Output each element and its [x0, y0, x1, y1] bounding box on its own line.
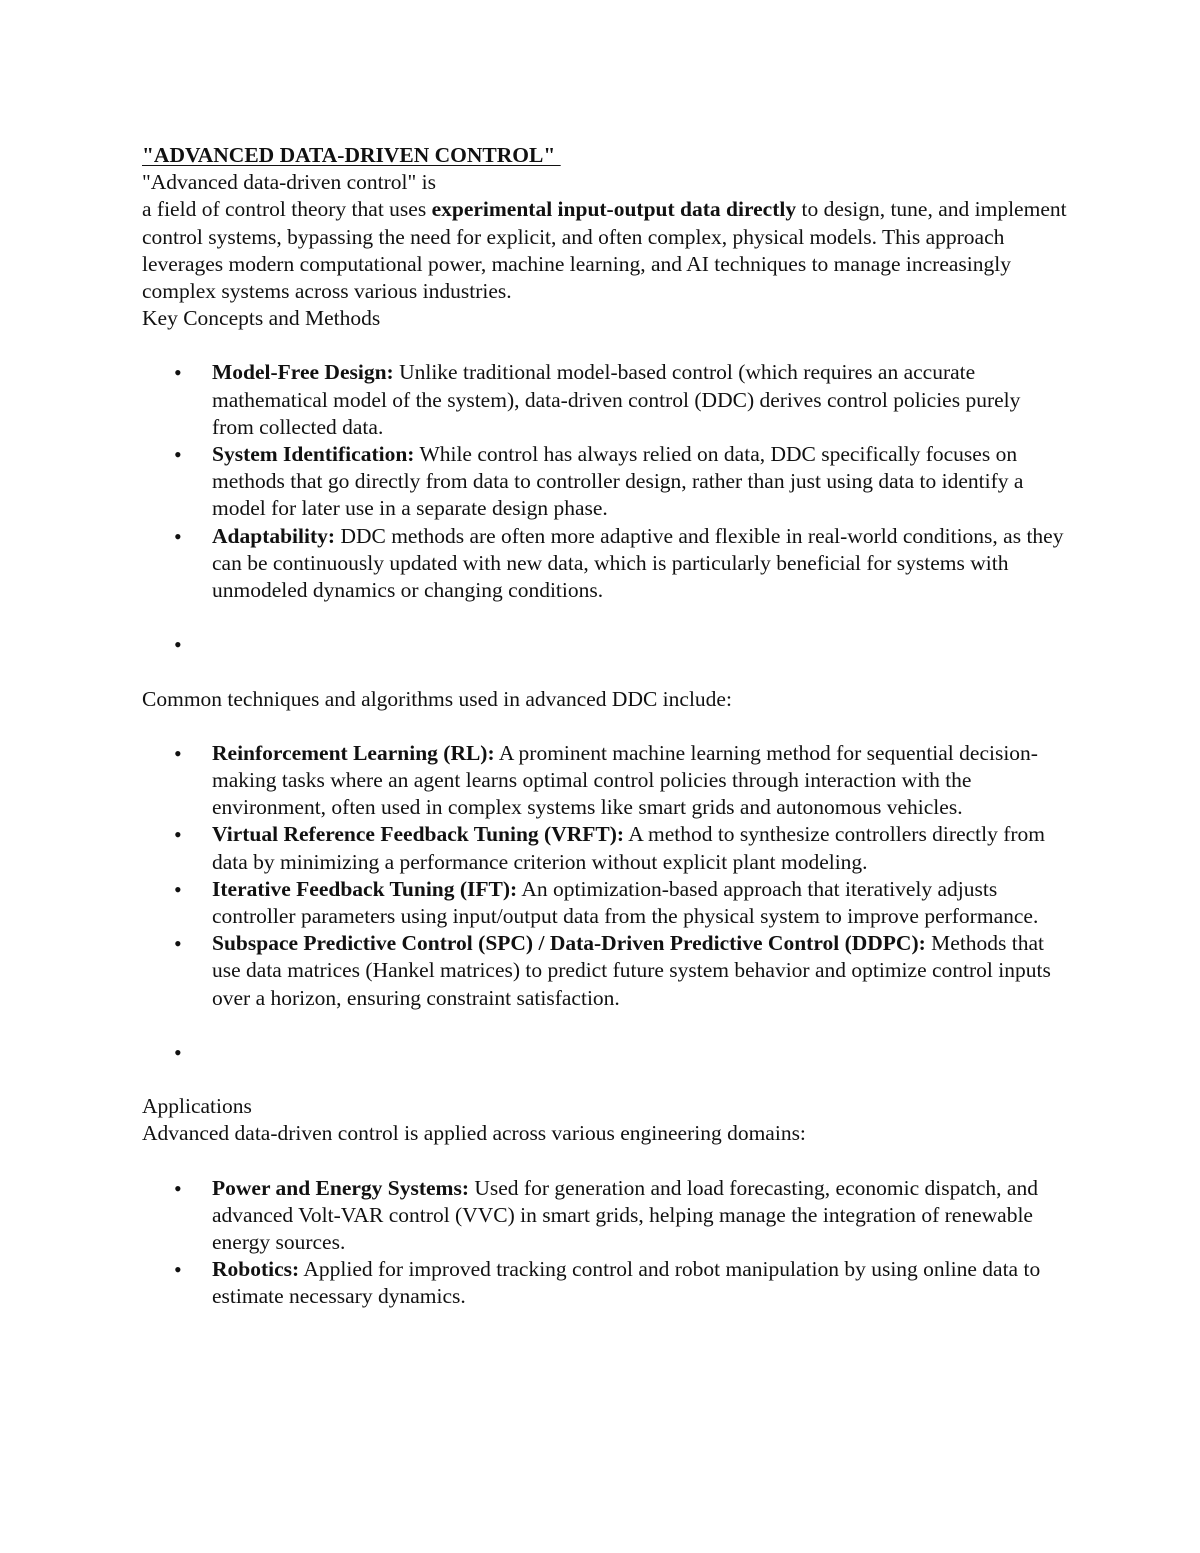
list-item — [212, 876, 1067, 930]
spacer — [142, 658, 1067, 685]
list-item — [212, 821, 1067, 875]
applications-list — [142, 1175, 1067, 1311]
list-item-term: Adaptability: — [212, 523, 336, 548]
list-item-text: Unlike traditional model-based control (which requires an accurate mathematical model of the system), data-driven control (DDC) derives control policies purely from collected data. — [212, 360, 1021, 439]
definition-text-before: a field of control theory that uses — [142, 197, 432, 222]
list-item-text: While control has always relied on data, DDC specifically focuses on methods that go directly from data to controller design, rather than just using data to identify a model for later use in a separate design phase. — [212, 442, 1024, 521]
list-item-text: An optimization-based approach that iteratively adjusts controller parameters using input/output data from the physical system to improve performance. — [212, 876, 1039, 929]
section-heading-key-concepts: Key Concepts and Methods — [142, 306, 381, 331]
list-item — [212, 930, 1067, 1012]
list-item — [212, 441, 1067, 523]
applications-intro: Advanced data-driven control is applied across various engineering domains: — [142, 1121, 806, 1146]
list-item-text: Applied for improved tracking control and robot manipulation by using online data to estimate necessary dynamics. — [212, 1257, 1041, 1309]
list-item-text: Methods that use data matrices (Hankel matrices) to predict future system behavior and optimize control inputs over a horizon, ensuring constraint satisfaction. — [212, 931, 1051, 1010]
section-heading-applications: Applications — [142, 1094, 252, 1119]
list-item — [212, 523, 1067, 605]
list-item — [212, 1175, 1067, 1257]
list-item-text: DDC methods are often more adaptive and flexible in real-world conditions, as they can be continuously updated with new data, which is particularly beneficial for systems with unmodeled dynamics or changing conditions. — [212, 523, 1064, 603]
list-item-text: A method to synthesize controllers directly from data by minimizing a performance criterion without explicit plant modeling. — [212, 822, 1046, 874]
document-page — [142, 142, 1067, 1311]
list-item-term: Virtual Reference Feedback Tuning (VRFT): — [212, 822, 625, 847]
definition-bold-phrase: experimental input-output data directly — [431, 197, 797, 222]
list-item — [212, 359, 1067, 441]
list-item-term: System Identification: — [212, 442, 415, 467]
list-item-term: Power and Energy Systems: — [212, 1175, 469, 1200]
list-item — [212, 740, 1067, 822]
list-item-term: Iterative Feedback Tuning (IFT): — [212, 876, 518, 901]
techniques-list — [142, 740, 1067, 1066]
list-item-term: Reinforcement Learning (RL): — [212, 740, 495, 765]
list-item-term: Subspace Predictive Control (SPC) / Data-Driven Predictive Control (DDPC): — [212, 931, 926, 956]
empty-list-item — [212, 631, 1067, 658]
empty-list-item — [212, 1039, 1067, 1066]
list-item-term: Model-Free Design: — [212, 360, 394, 385]
list-item-term: Robotics: — [212, 1257, 300, 1282]
intro-line: "Advanced data-driven control" is — [142, 170, 436, 195]
list-item — [212, 1256, 1067, 1310]
definition-text-after: to design, tune, and implement control systems, bypassing the need for explicit, and often complex, physical models. This approach leverages modern computational power, machine learning, and AI techniques to manage increasingly complex systems across various industries. — [142, 197, 1067, 304]
definition-paragraph — [142, 196, 1067, 305]
list-item-text: A prominent machine learning method for sequential decision-making tasks where an agent learns optimal control policies through interaction with the environment, often used in complex systems like smart grids and autonomous vehicles. — [212, 740, 1038, 820]
spacer — [142, 1066, 1067, 1093]
techniques-intro: Common techniques and algorithms used in advanced DDC include: — [142, 686, 732, 711]
document-title: "ADVANCED DATA-DRIVEN CONTROL" — [142, 143, 561, 167]
list-item-text: Used for generation and load forecasting, economic dispatch, and advanced Volt-VAR control (VVC) in smart grids, helping manage the integration of renewable energy sources. — [212, 1175, 1038, 1255]
key-concepts-list — [142, 359, 1067, 658]
